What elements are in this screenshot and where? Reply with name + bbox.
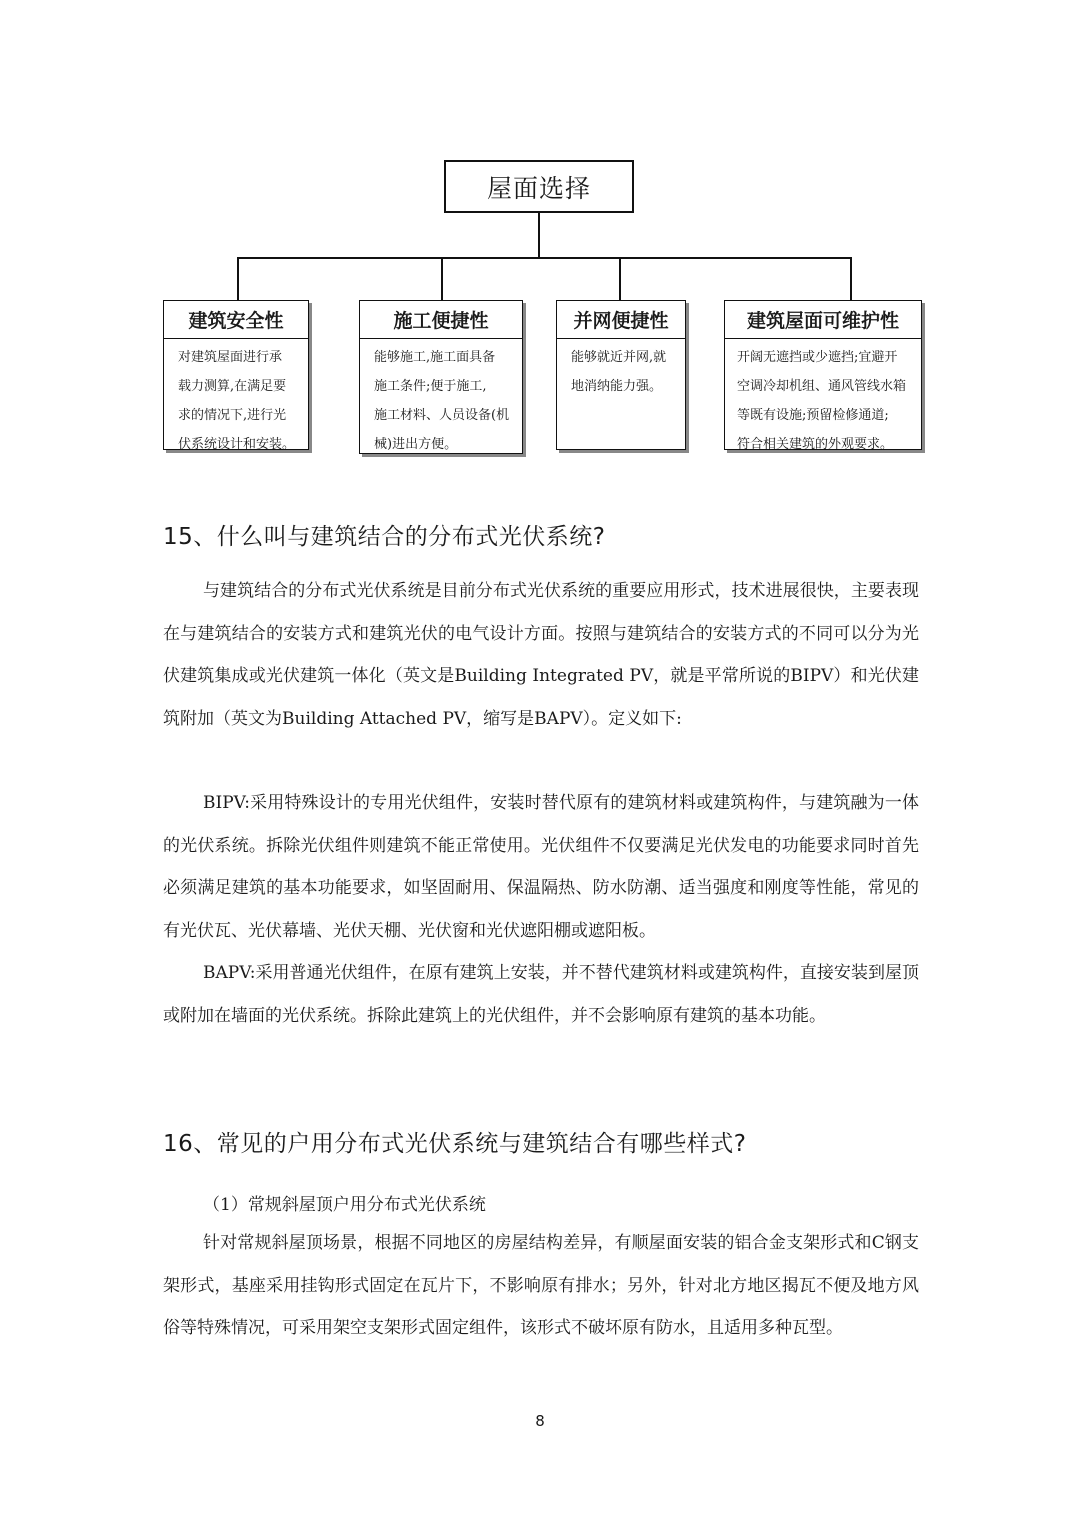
branch-desc xyxy=(557,339,685,401)
diagram-root-box xyxy=(444,160,634,213)
branch-desc xyxy=(725,339,921,459)
branch-construction-convenience xyxy=(359,300,523,454)
connector-branch-4 xyxy=(850,257,852,301)
branch-grid-connection xyxy=(556,300,686,450)
connector-horizontal xyxy=(237,257,852,259)
desc-line: 施工材料、人员设备(机 xyxy=(374,408,510,423)
connector-root-down xyxy=(538,213,540,258)
branch-title: 建筑屋面可维护性 xyxy=(725,301,921,339)
desc-line: 械)进出方便。 xyxy=(374,437,458,452)
branch-roof-maintainability xyxy=(724,300,922,450)
page-number: 8 xyxy=(535,1412,545,1430)
desc-line: 施工条件;便于施工, xyxy=(374,379,487,394)
connector-branch-3 xyxy=(619,257,621,301)
desc-line: 符合相关建筑的外观要求。 xyxy=(737,437,894,452)
desc-line: 能够施工,施工面具备 xyxy=(374,350,496,365)
section-15-paragraph-1: 与建筑结合的分布式光伏系统是目前分布式光伏系统的重要应用形式，技术进展很快，主要表现在与建筑结合的安装方式和建筑光伏的电气设计方面。按照与建筑结合的安装方式的不同可以分为光伏建筑集成或光伏建筑一体化（英文是Building Integrated PV，就是平常所说的BIPV）和光伏建筑附加（英文为Building Attached PV，缩写是BAPV）。定义如下: xyxy=(163,581,919,729)
desc-line: 地消纳能力强。 xyxy=(571,379,663,394)
branch-title: 并网便捷性 xyxy=(557,301,685,339)
desc-line: 伏系统设计和安装。 xyxy=(178,437,296,452)
connector-branch-1 xyxy=(237,257,239,301)
desc-line: 能够就近并网,就 xyxy=(571,350,667,365)
diagram-root-label: 屋面选择 xyxy=(486,173,591,203)
connector-branch-2 xyxy=(441,257,443,301)
branch-building-safety xyxy=(163,300,309,450)
desc-line: 求的情况下,进行光 xyxy=(178,408,287,423)
desc-line: 载力测算,在满足要 xyxy=(178,379,287,394)
branch-title: 建筑安全性 xyxy=(164,301,308,339)
desc-line: 空调冷却机组、通风管线水箱 xyxy=(737,379,907,394)
branch-title: 施工便捷性 xyxy=(360,301,522,339)
desc-line: 开阔无遮挡或少遮挡;宜避开 xyxy=(737,350,898,365)
section-15-paragraph-bipv: BIPV:采用特殊设计的专用光伏组件，安装时替代原有的建筑材料或建筑构件，与建筑融为一体的光伏系统。拆除光伏组件则建筑不能正常使用。光伏组件不仅要满足光伏发电的功能要求同时首先必须满足建筑的基本功能要求，如坚固耐用、保温隔热、防水防潮、适当强度和刚度等性能，常见的有光伏瓦、光伏幕墙、光伏天棚、光伏窗和光伏遮阳棚或遮阳板。 xyxy=(163,793,919,941)
section-15-heading: 15、什么叫与建筑结合的分布式光伏系统? xyxy=(163,524,606,550)
desc-line: 对建筑屋面进行承 xyxy=(178,350,283,365)
desc-line: 等既有设施;预留检修通道; xyxy=(737,408,889,423)
branch-desc xyxy=(360,339,522,459)
section-15-paragraph-bapv: BAPV:采用普通光伏组件，在原有建筑上安装，并不替代建筑材料或建筑构件，直接安装到屋顶或附加在墙面的光伏系统。拆除此建筑上的光伏组件，并不会影响原有建筑的基本功能。 xyxy=(163,963,919,1026)
section-16-paragraph-1: 针对常规斜屋顶场景，根据不同地区的房屋结构差异，有顺屋面安装的铝合金支架形式和C钢支架形式，基座采用挂钩形式固定在瓦片下，不影响原有排水；另外，针对北方地区揭瓦不便及地方风俗等特殊情况，可采用架空支架形式固定组件，该形式不破坏原有防水，且适用多种瓦型。 xyxy=(163,1233,919,1338)
section-16-heading: 16、常见的户用分布式光伏系统与建筑结合有哪些样式? xyxy=(163,1131,747,1157)
section-16-subheading: （1）常规斜屋顶户用分布式光伏系统 xyxy=(203,1195,486,1215)
branch-desc xyxy=(164,339,308,459)
